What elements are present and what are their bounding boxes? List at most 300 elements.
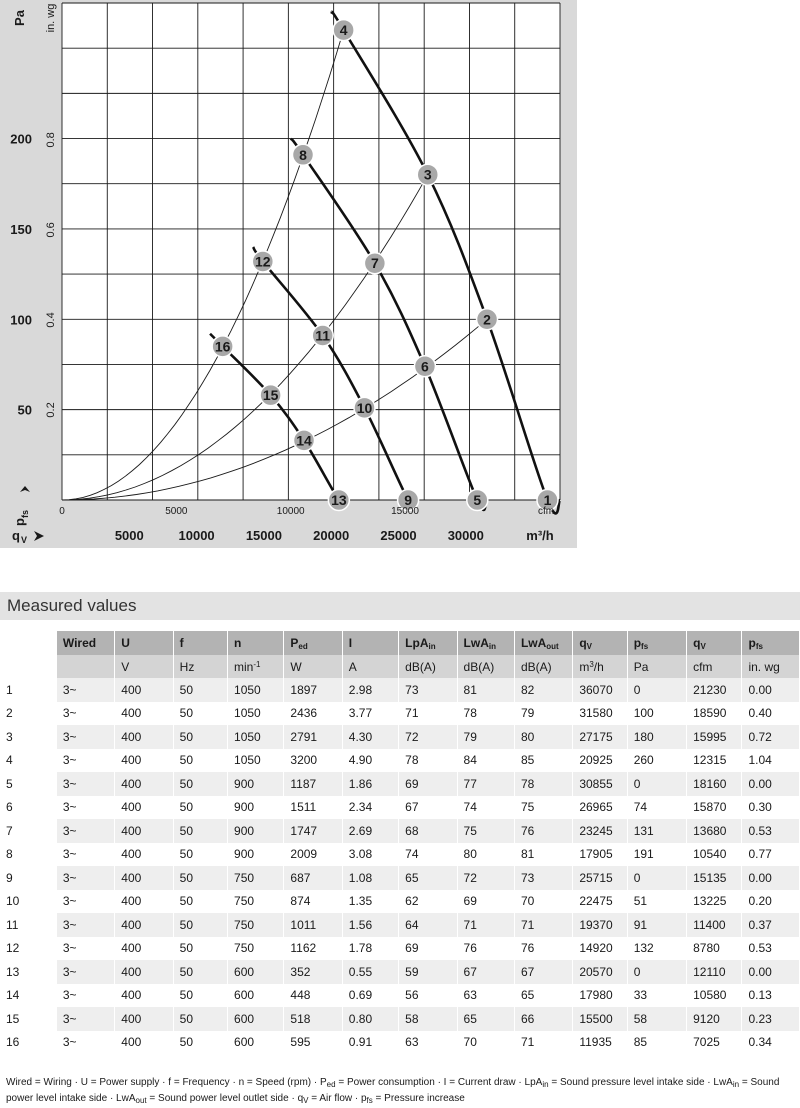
table-cell: 80	[514, 725, 572, 749]
table-cell: 3~	[56, 772, 114, 796]
table-cell: 7	[0, 819, 56, 843]
table-cell: 26965	[573, 796, 627, 820]
table-cell: 18160	[687, 772, 742, 796]
table-cell: 400	[115, 749, 173, 773]
table-row	[0, 937, 800, 961]
table-cell: 8780	[687, 937, 742, 961]
table-cell: 1	[0, 678, 56, 702]
table-cell: 74	[627, 796, 686, 820]
table-row	[0, 843, 800, 867]
table-cell: 0.00	[742, 866, 800, 890]
table-cell: 59	[399, 960, 457, 984]
table-cell: 900	[228, 843, 284, 867]
table-cell: 79	[514, 702, 572, 726]
table-cell: 11935	[573, 1031, 627, 1055]
table-cell: 6	[0, 796, 56, 820]
y-unit-inwg: in. wg	[45, 3, 57, 33]
table-cell: 79	[457, 725, 514, 749]
table-cell: 70	[457, 1031, 514, 1055]
column-unit: W	[284, 655, 342, 678]
table-cell: 750	[228, 866, 284, 890]
column-unit: dB(A)	[399, 655, 457, 678]
table-cell: 1050	[228, 678, 284, 702]
table-cell: 72	[399, 725, 457, 749]
marker-label-2: 2	[483, 311, 491, 328]
y-unit-pa: Pa	[12, 10, 27, 26]
column-unit: $\min^{-1}$	[228, 655, 284, 678]
column-header: LpA$_{in}$	[399, 631, 457, 655]
abbreviation-legend: Wired = Wiring · U = Power supply · f = Frequency · n = Speed $(rpm) \cdot P_{ed}$ = Power consumption · I = Current draw · LpA$_{in}$ = Sound pressure level intake side · LwA$_{in}$ = Sound power level intake side · LwA$_{out}$ = Sound power level outlet side · $q_V$ = Air flow · $p_{fs}$ = Pressure increase	[6, 1077, 780, 1105]
table-cell: 1050	[228, 725, 284, 749]
table-cell: 400	[115, 1007, 173, 1031]
table-cell: 78	[457, 702, 514, 726]
table-cell: 400	[115, 937, 173, 961]
y-tick-inwg-0.6: 0.6	[45, 222, 57, 238]
table-cell: 74	[399, 843, 457, 867]
table-header-row	[0, 631, 800, 655]
x-tick-m3h-5000: 5000	[114, 528, 144, 543]
table-cell: 11	[0, 913, 56, 937]
table-cell: 3200	[284, 749, 342, 773]
table-cell: 62	[399, 890, 457, 914]
table-cell: 0.53	[742, 819, 800, 843]
chart-canvas	[0, 0, 577, 548]
table-cell: 1511	[284, 796, 342, 820]
table-cell: 2009	[284, 843, 342, 867]
table-cell: 50	[173, 678, 227, 702]
table-cell: 20925	[573, 749, 627, 773]
table-cell: 1011	[284, 913, 342, 937]
table-cell: 17980	[573, 984, 627, 1008]
table-cell: 71	[399, 702, 457, 726]
table-cell: 3~	[56, 937, 114, 961]
table-cell: 9120	[687, 1007, 742, 1031]
table-cell: 400	[115, 866, 173, 890]
x-tick-cfm-0: 0	[59, 506, 65, 517]
table-cell: 23245	[573, 819, 627, 843]
x-tick-m3h-15000: 15000	[245, 528, 282, 543]
table-cell: 74	[457, 796, 514, 820]
table-cell: 1.04	[742, 749, 800, 773]
table-cell: 13	[0, 960, 56, 984]
table-cell: 50	[173, 819, 227, 843]
table-cell: 1050	[228, 702, 284, 726]
table-cell: 687	[284, 866, 342, 890]
table-cell: 7025	[687, 1031, 742, 1055]
table-cell: 65	[399, 866, 457, 890]
table-cell: 14920	[573, 937, 627, 961]
column-unit: dB(A)	[514, 655, 572, 678]
table-cell: 50	[173, 913, 227, 937]
table-row	[0, 1031, 800, 1055]
table-cell: 50	[173, 749, 227, 773]
table-cell: 76	[457, 937, 514, 961]
table-cell: 260	[627, 749, 686, 773]
table-row	[0, 702, 800, 726]
table-cell: 180	[627, 725, 686, 749]
marker-label-13: 13	[331, 492, 347, 508]
table-cell: 3~	[56, 960, 114, 984]
column-header	[0, 631, 56, 655]
table-cell: 11400	[687, 913, 742, 937]
table-row	[0, 749, 800, 773]
marker-label-8: 8	[299, 146, 307, 163]
table-cell: 0.91	[342, 1031, 398, 1055]
table-cell: 750	[228, 890, 284, 914]
table-cell: 191	[627, 843, 686, 867]
table-cell: 27175	[573, 725, 627, 749]
table-cell: 91	[627, 913, 686, 937]
y-tick-pa-150: 150	[10, 221, 32, 237]
table-cell: 3~	[56, 1007, 114, 1031]
table-cell: 16	[0, 1031, 56, 1055]
table-cell: 0.77	[742, 843, 800, 867]
table-row	[0, 819, 800, 843]
table-cell: 400	[115, 796, 173, 820]
table-cell: 30855	[573, 772, 627, 796]
table-cell: 50	[173, 937, 227, 961]
measured-values-header	[0, 592, 800, 620]
table-cell: 69	[399, 772, 457, 796]
table-cell: 0.53	[742, 937, 800, 961]
table-cell: 1.08	[342, 866, 398, 890]
table-cell: 0	[627, 866, 686, 890]
table-cell: 1162	[284, 937, 342, 961]
table-cell: 75	[514, 796, 572, 820]
table-cell: 400	[115, 913, 173, 937]
table-cell: 33	[627, 984, 686, 1008]
column-unit: cfm	[687, 655, 742, 678]
measured-values-title: Measured values	[7, 596, 137, 615]
marker-label-10: 10	[356, 399, 373, 416]
table-cell: 2.69	[342, 819, 398, 843]
table-cell: 77	[457, 772, 514, 796]
y-tick-inwg-0.2: 0.2	[45, 402, 57, 418]
table-cell: 56	[399, 984, 457, 1008]
table-cell: 81	[457, 678, 514, 702]
table-row	[0, 1007, 800, 1031]
table-cell: 78	[514, 772, 572, 796]
y-axis-arrow-icon	[20, 486, 30, 492]
table-cell: 19370	[573, 913, 627, 937]
table-cell: 15995	[687, 725, 742, 749]
table-cell: 1187	[284, 772, 342, 796]
table-cell: 4	[0, 749, 56, 773]
table-cell: 3~	[56, 890, 114, 914]
table-units-row	[0, 655, 800, 678]
table-cell: 600	[228, 1007, 284, 1031]
table-cell: 0.37	[742, 913, 800, 937]
table-cell: 50	[173, 1031, 227, 1055]
table-cell: 17905	[573, 843, 627, 867]
table-cell: 595	[284, 1031, 342, 1055]
table-row	[0, 913, 800, 937]
table-cell: 2.98	[342, 678, 398, 702]
table-cell: 51	[627, 890, 686, 914]
column-header: $p_{fs}$	[742, 631, 800, 655]
marker-label-7: 7	[370, 255, 379, 272]
table-cell: 13680	[687, 819, 742, 843]
table-cell: 66	[514, 1007, 572, 1031]
table-cell: 400	[115, 1031, 173, 1055]
table-cell: 3~	[56, 725, 114, 749]
table-cell: 3~	[56, 866, 114, 890]
x-axis-arrow-icon	[34, 531, 44, 541]
x-tick-cfm-5000: 5000	[165, 506, 188, 517]
table-cell: 50	[173, 866, 227, 890]
column-unit: V	[115, 655, 173, 678]
table-cell: 400	[115, 678, 173, 702]
column-unit: $m^3/h$	[573, 655, 627, 678]
table-cell: 518	[284, 1007, 342, 1031]
table-cell: 448	[284, 984, 342, 1008]
x-tick-m3h-25000: 25000	[380, 528, 417, 543]
table-cell: 132	[627, 937, 686, 961]
column-header: LwA$_{in}$	[457, 631, 514, 655]
table-cell: 0.34	[742, 1031, 800, 1055]
table-cell: 68	[399, 819, 457, 843]
table-cell: 0.40	[742, 702, 800, 726]
table-cell: 18590	[687, 702, 742, 726]
table-cell: 36070	[573, 678, 627, 702]
table-cell: 4.90	[342, 749, 398, 773]
table-cell: 50	[173, 702, 227, 726]
y-axis-symbol: p	[12, 518, 27, 526]
y-tick-inwg-0.8: 0.8	[45, 132, 57, 148]
table-cell: 3~	[56, 843, 114, 867]
table-cell: 1.78	[342, 937, 398, 961]
table-cell: 400	[115, 772, 173, 796]
table-cell: 0.00	[742, 678, 800, 702]
table-cell: 400	[115, 843, 173, 867]
table-cell: 1.56	[342, 913, 398, 937]
table-cell: 50	[173, 1007, 227, 1031]
table-cell: 15870	[687, 796, 742, 820]
table-cell: 50	[173, 772, 227, 796]
table-cell: 3.08	[342, 843, 398, 867]
column-unit: Hz	[173, 655, 227, 678]
column-header: Wired	[56, 631, 114, 655]
table-cell: 0	[627, 960, 686, 984]
table-cell: 2.34	[342, 796, 398, 820]
table-cell: 76	[514, 819, 572, 843]
table-cell: 50	[173, 890, 227, 914]
y-tick-pa-200: 200	[10, 131, 32, 147]
marker-label-16: 16	[214, 338, 231, 355]
table-cell: 0.13	[742, 984, 800, 1008]
x-axis-symbol-sub: V	[21, 535, 28, 545]
fan-curve-chart	[0, 0, 577, 548]
table-cell: 0	[627, 678, 686, 702]
table-cell: 2436	[284, 702, 342, 726]
table-row	[0, 725, 800, 749]
table-cell: 71	[457, 913, 514, 937]
table-cell: 80	[457, 843, 514, 867]
table-cell: 12110	[687, 960, 742, 984]
table-cell: 400	[115, 819, 173, 843]
table-cell: 3~	[56, 913, 114, 937]
marker-label-14: 14	[296, 432, 312, 449]
table-cell: 50	[173, 960, 227, 984]
table-cell: 3~	[56, 678, 114, 702]
table-cell: 5	[0, 772, 56, 796]
x-tick-m3h-30000: 30000	[447, 528, 484, 543]
table-cell: 352	[284, 960, 342, 984]
marker-label-6: 6	[421, 358, 429, 375]
table-cell: 31580	[573, 702, 627, 726]
table-cell: 874	[284, 890, 342, 914]
table-cell: 1.35	[342, 890, 398, 914]
table-row	[0, 772, 800, 796]
table-cell: 22475	[573, 890, 627, 914]
table-cell: 3~	[56, 796, 114, 820]
table-cell: 750	[228, 913, 284, 937]
column-unit: A	[342, 655, 398, 678]
table-cell: 0.72	[742, 725, 800, 749]
marker-label-3: 3	[423, 166, 432, 183]
table-cell: 14	[0, 984, 56, 1008]
table-cell: 15500	[573, 1007, 627, 1031]
x-unit-cfm: cfm	[537, 506, 555, 517]
table-cell: 21230	[687, 678, 742, 702]
column-unit	[0, 655, 56, 678]
table-cell: 65	[514, 984, 572, 1008]
table-cell: 400	[115, 984, 173, 1008]
table-row	[0, 890, 800, 914]
column-header: LwA$_{out}$	[514, 631, 572, 655]
y-axis-symbol-sub: fs	[20, 509, 30, 518]
table-cell: 75	[457, 819, 514, 843]
table-cell: 85	[514, 749, 572, 773]
table-cell: 1897	[284, 678, 342, 702]
table-cell: 73	[514, 866, 572, 890]
table-cell: 73	[399, 678, 457, 702]
column-header: $p_{fs}$	[627, 631, 686, 655]
table-cell: 63	[457, 984, 514, 1008]
marker-label-1: 1	[543, 492, 552, 508]
column-unit: dB(A)	[457, 655, 514, 678]
table-cell: 15135	[687, 866, 742, 890]
table-cell: 67	[457, 960, 514, 984]
table-cell: 10540	[687, 843, 742, 867]
table-cell: 12	[0, 937, 56, 961]
x-tick-cfm-15000: 15000	[391, 506, 419, 517]
table-cell: 9	[0, 866, 56, 890]
column-unit: Pa	[627, 655, 686, 678]
table-cell: 900	[228, 772, 284, 796]
table-cell: 15	[0, 1007, 56, 1031]
table-cell: 71	[514, 913, 572, 937]
table-cell: 50	[173, 984, 227, 1008]
table-cell: 1.86	[342, 772, 398, 796]
table-cell: 0.30	[742, 796, 800, 820]
y-tick-pa-50: 50	[17, 402, 32, 418]
table-cell: 0	[627, 772, 686, 796]
marker-label-12: 12	[255, 253, 271, 270]
column-header: n	[228, 631, 284, 655]
table-cell: 900	[228, 796, 284, 820]
table-cell: 78	[399, 749, 457, 773]
table-cell: 1747	[284, 819, 342, 843]
table-cell: 8	[0, 843, 56, 867]
table-cell: 600	[228, 1031, 284, 1055]
table-cell: 10	[0, 890, 56, 914]
column-header: $q_V$	[687, 631, 742, 655]
table-cell: 0.00	[742, 772, 800, 796]
table-cell: 750	[228, 937, 284, 961]
table-cell: 400	[115, 890, 173, 914]
table-cell: 3~	[56, 984, 114, 1008]
table-cell: 3~	[56, 819, 114, 843]
table-cell: 25715	[573, 866, 627, 890]
table-cell: 67	[514, 960, 572, 984]
column-header: f	[173, 631, 227, 655]
table-cell: 81	[514, 843, 572, 867]
table-cell: 0.00	[742, 960, 800, 984]
column-unit: in. wg	[742, 655, 800, 678]
table-row	[0, 960, 800, 984]
x-tick-cfm-10000: 10000	[276, 506, 305, 517]
table-cell: 50	[173, 843, 227, 867]
table-cell: 64	[399, 913, 457, 937]
y-tick-inwg-0.4: 0.4	[45, 312, 57, 328]
table-cell: 400	[115, 702, 173, 726]
table-row	[0, 796, 800, 820]
table-cell: 69	[457, 890, 514, 914]
table-cell: 50	[173, 725, 227, 749]
marker-label-11: 11	[315, 327, 331, 344]
table-row	[0, 984, 800, 1008]
x-axis-symbol: q	[12, 528, 20, 543]
table-cell: 2791	[284, 725, 342, 749]
x-tick-m3h-20000: 20000	[313, 528, 350, 543]
table-cell: 3~	[56, 702, 114, 726]
column-header: $P_{ed}$	[284, 631, 342, 655]
table-cell: 76	[514, 937, 572, 961]
table-cell: 100	[627, 702, 686, 726]
table-cell: 0.69	[342, 984, 398, 1008]
table-cell: 3~	[56, 749, 114, 773]
table-cell: 0.23	[742, 1007, 800, 1031]
table-cell: 400	[115, 960, 173, 984]
table-cell: 3	[0, 725, 56, 749]
table-cell: 63	[399, 1031, 457, 1055]
x-unit-m3h: m³/h	[526, 528, 554, 543]
table-cell: 3~	[56, 1031, 114, 1055]
table-cell: 67	[399, 796, 457, 820]
x-tick-m3h-10000: 10000	[178, 528, 215, 543]
table-cell: 400	[115, 725, 173, 749]
table-cell: 58	[399, 1007, 457, 1031]
table-cell: 13225	[687, 890, 742, 914]
measured-values-table	[0, 631, 800, 1054]
table-cell: 12315	[687, 749, 742, 773]
table-row	[0, 678, 800, 702]
table-cell: 1050	[228, 749, 284, 773]
table-cell: 0.20	[742, 890, 800, 914]
table-cell: 2	[0, 702, 56, 726]
marker-label-4: 4	[339, 22, 348, 39]
marker-label-9: 9	[404, 492, 413, 508]
table-cell: 70	[514, 890, 572, 914]
table-row	[0, 866, 800, 890]
table-cell: 84	[457, 749, 514, 773]
column-header: U	[115, 631, 173, 655]
table-cell: 0.80	[342, 1007, 398, 1031]
marker-label-15: 15	[262, 387, 279, 404]
table-cell: 3.77	[342, 702, 398, 726]
y-tick-pa-100: 100	[10, 312, 32, 328]
